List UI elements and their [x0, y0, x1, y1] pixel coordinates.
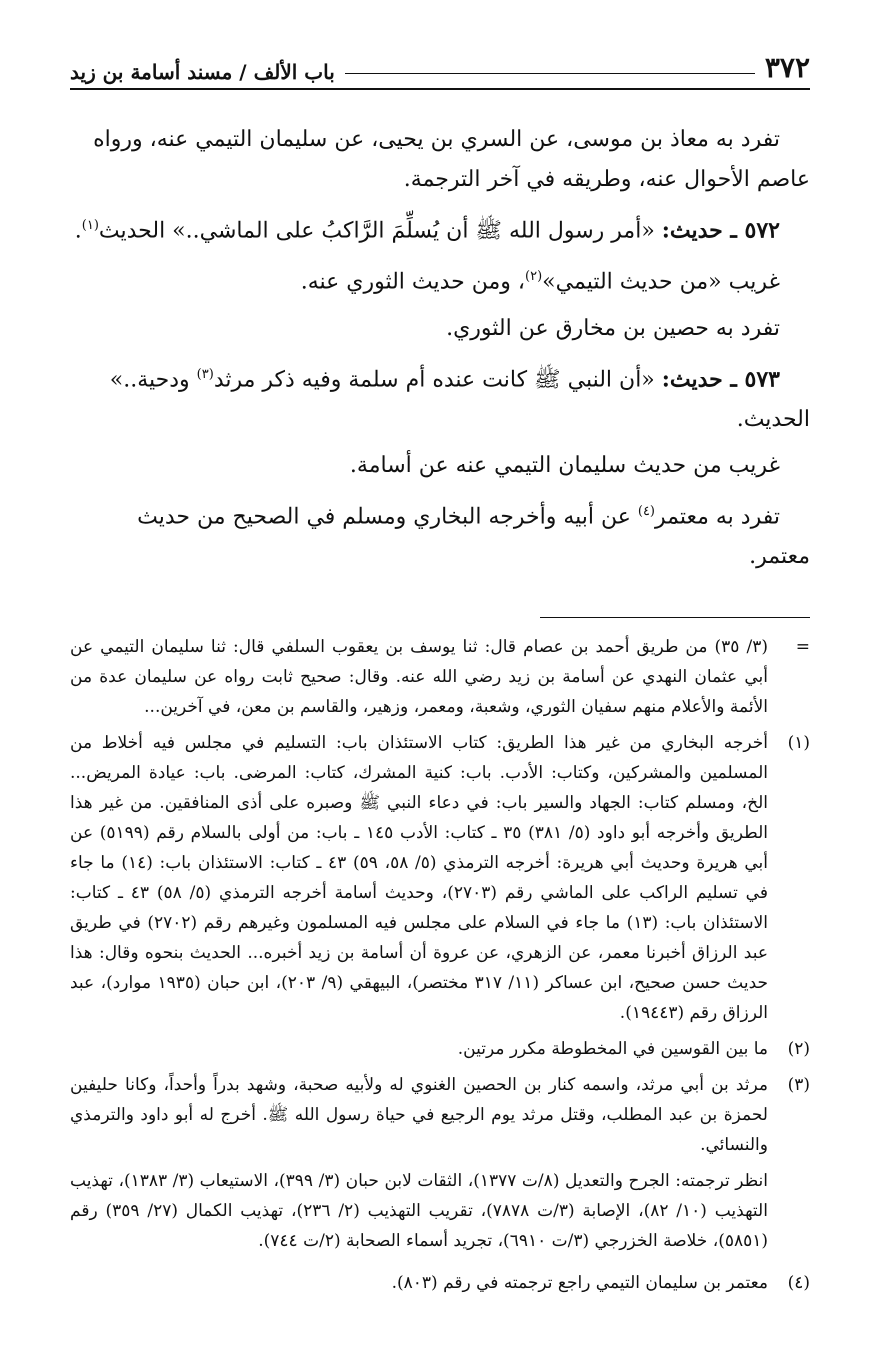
- footnote-1: [70, 728, 810, 1028]
- paragraph: [70, 257, 810, 302]
- page-number: ٣٧٢: [764, 51, 810, 84]
- header-rule: [345, 73, 755, 74]
- hadith-label: ٥٧٢ ـ حديث:: [661, 217, 780, 244]
- text-span: عن أبيه وأخرجه البخاري ومسلم في الصحيح من حديث معتمر.: [137, 504, 810, 570]
- main-text: [70, 120, 810, 577]
- footnotes: [70, 632, 810, 1298]
- hadith-573: [70, 355, 810, 440]
- footnote-ref: (١): [81, 218, 99, 233]
- footnote-4: [70, 1268, 810, 1298]
- text-span: غريب «من حديث التيمي»: [542, 269, 780, 295]
- paragraph: تفرد به حصين بن مخارق عن الثوري.: [446, 315, 780, 341]
- footnote-number: (٣): [787, 1075, 810, 1096]
- paragraph: غريب من حديث سليمان التيمي عنه عن أسامة.: [349, 452, 780, 478]
- book-page: [70, 40, 810, 1304]
- paragraph: تفرد به معاذ بن موسى، عن السري بن يحيى، عن سليمان التيمي عنه، ورواه عاصم الأحوال عنه، وطريقه في آخر الترجمة.: [93, 127, 810, 192]
- running-title: باب الألف / مسند أسامة بن زيد: [70, 60, 335, 84]
- footnote-ref: (٤): [637, 503, 655, 519]
- footnote-text: (٣/ ٣٥) من طريق أحمد بن عصام قال: ثنا يوسف بن يعقوب السلفي قال: ثنا سليمان التيمي عن أبي عثمان النهدي عن أسامة بن زيد رضي الله عنه. وقال: صحيح ثابت رواه عن سليمان عدة من الأئمة والأعلام منهم سفيان الثوري، وشعبة، ومعمر، وزهير، والقاسم بن معن، في آخرين...: [70, 637, 768, 718]
- hadith-text: «أمر رسول الله ﷺ أن يُسلِّمَ الرَّاكبُ على الماشي..» الحديث: [98, 218, 655, 244]
- text-span: ، ومن حديث الثوري عنه.: [300, 269, 526, 295]
- footnote-text: مرثد بن أبي مرثد، واسمه كنار بن الحصين الغنوي له ولأبيه صحبة، وشهد بدراً وأحداً، وكانا حليفين لحمزة بن عبد المطلب، وقتل مرثد يوم الرجيع في حياة رسول الله ﷺ. أخرج له أبو داود والترمذي والنسائي.: [70, 1075, 768, 1156]
- footnote-ref: (٣): [196, 366, 214, 382]
- hadith-text: ودحية..» الحديث.: [109, 366, 810, 432]
- text-span: تفرد به معتمر: [655, 504, 780, 530]
- footnote-text: ما بين القوسين في المخطوطة مكرر مرتين.: [457, 1039, 768, 1060]
- footnote-number: (٢): [787, 1039, 810, 1060]
- footnote-3: [70, 1070, 810, 1262]
- footnote-2: [70, 1034, 810, 1064]
- footnote-number: (٤): [787, 1273, 810, 1294]
- footnote-text: أخرجه البخاري من غير هذا الطريق: كتاب الاستئذان باب: التسليم في مجلس فيه أخلاط من المسلمين والمشركين، وكتاب: الأدب. باب: كنية المشرك، كتاب: المرضى. باب: عيادة المريض... الخ، ومسلم كتاب: الجهاد والسير باب: في دعاء النبي ﷺ وصبره على أذى المنافقين. من غير هذا الطريق وأخرجه أبو داود (٥/ ٣٨١) ٣٥ ـ كتاب: الأدب ١٤٥ ـ باب: من أولى بالسلام رقم (٥١٩٩) عن أبي هريرة وحديث أبي هريرة: أخرجه الترمذي (٥/ ٥٨، ٥٩) ٤٣ ـ كتاب: الاستئذان باب: (١٤) ما جاء في تسليم الراكب على الماشي رقم (٢٧٠٣)، وحديث أسامة أخرجه الترمذي (٥/ ٥٨) ٤٣ ـ كتاب: الاستئذان باب: (١٣) ما جاء في السلام على مجلس فيه المسلمون وغيرهم رقم (٢٧٠٢) في طريق عبد الرزاق أخبرنا معمر، عن الزهري، عن عروة أن أسامة بن زيد أخبره... الحديث بنحوه وقال: هذا حديث حسن صحيح، ابن عساكر (١١/ ٣١٧ مختصر)، البيهقي (٩/ ٢٠٣)، ابن حبان (١٩٣٥ موارد)، عبد الرزاق رقم (١٩٤٤٣).: [70, 733, 768, 1024]
- hadith-572: ٥٧٢ ـ حديث: «أمر رسول الله ﷺ أن يُسلِّمَ الرَّاكبُ على الماشي..» الحديث$^{(١)}$.: [74, 217, 780, 244]
- continuation-marker: =: [795, 637, 810, 658]
- footnote-text: معتمر بن سليمان التيمي راجع ترجمته في رقم (٨٠٣).: [391, 1273, 768, 1294]
- footnote-body: [70, 1070, 768, 1262]
- page-header: [70, 40, 810, 90]
- hadith-text: «أن النبي ﷺ كانت عنده أم سلمة وفيه ذكر مرثد: [213, 366, 655, 392]
- footnote-ref: (٢): [525, 269, 543, 285]
- footnote-continued: [70, 632, 810, 722]
- paragraph: [70, 492, 810, 577]
- hadith-label: ٥٧٣ ـ حديث:: [661, 365, 780, 392]
- footnote-separator: [540, 617, 810, 618]
- footnote-text: انظر ترجمته: الجرح والتعديل (٨/ت ١٣٧٧)، الثقات لابن حبان (٣/ ٣٩٩)، الاستيعاب (٣/ ١٣٨٣)، تهذيب التهذيب (١٠/ ٨٢)، الإصابة (٣/ت ٧٨٧٨)، تقريب التهذيب (٢/ ٢٣٦)، تهذيب الكمال (٢٧/ ٣٥٩) رقم (٥٨٥١)، خلاصة الخزرجي (٣/ت ٦٩١٠)، تجريد أسماء الصحابة (٢/ت ٧٤٤).: [70, 1171, 768, 1252]
- footnote-number: (١): [787, 733, 810, 754]
